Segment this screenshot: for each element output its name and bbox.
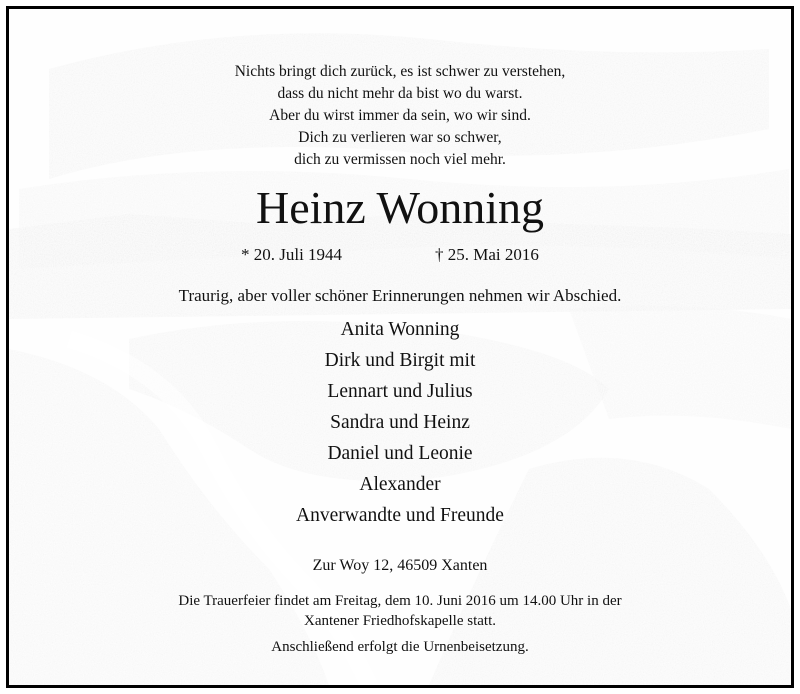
birth-date: * 20. Juli 1944 <box>241 245 343 264</box>
poem-line: dich zu vermissen noch viel mehr. <box>294 151 506 168</box>
death-date: † 25. Mai 2016 <box>435 245 539 264</box>
memorial-poem <box>9 61 791 171</box>
farewell-statement: Traurig, aber voller schöner Erinnerungen nehmen wir Abschied. <box>178 286 622 305</box>
service-line: Die Trauerfeier findet am Freitag, dem 10. Juni 2016 um 14.00 Uhr in der <box>178 593 622 609</box>
poem-line: dass du nicht mehr da bist wo du warst. <box>277 85 523 102</box>
mourner-name: Anverwandte und Freunde <box>296 505 504 526</box>
funeral-service-info <box>9 591 791 631</box>
service-line: Xantener Friedhofskapelle statt. <box>303 613 497 629</box>
notice-content <box>9 9 791 685</box>
mourner-name: Sandra und Heinz <box>330 412 470 433</box>
mourner-name: Daniel und Leonie <box>327 443 473 464</box>
family-address: Zur Woy 12, 46509 Xanten <box>312 557 488 574</box>
mourners-list <box>9 314 791 531</box>
poem-line: Nichts bringt dich zurück, es ist schwer zu verstehen, <box>234 63 566 80</box>
deceased-name: Heinz Wonning <box>255 182 545 233</box>
poem-line: Aber du wirst immer da sein, wo wir sind. <box>269 107 531 124</box>
urn-burial-info: Anschließend erfolgt die Urnenbeisetzung. <box>271 639 529 655</box>
mourner-name: Alexander <box>359 474 441 495</box>
poem-line: Dich zu verlieren war so schwer, <box>298 129 502 146</box>
mourner-name: Lennart und Julius <box>327 381 473 402</box>
obituary-notice <box>6 6 794 688</box>
mourner-name: Anita Wonning <box>340 319 460 340</box>
mourner-name: Dirk und Birgit mit <box>324 350 476 371</box>
